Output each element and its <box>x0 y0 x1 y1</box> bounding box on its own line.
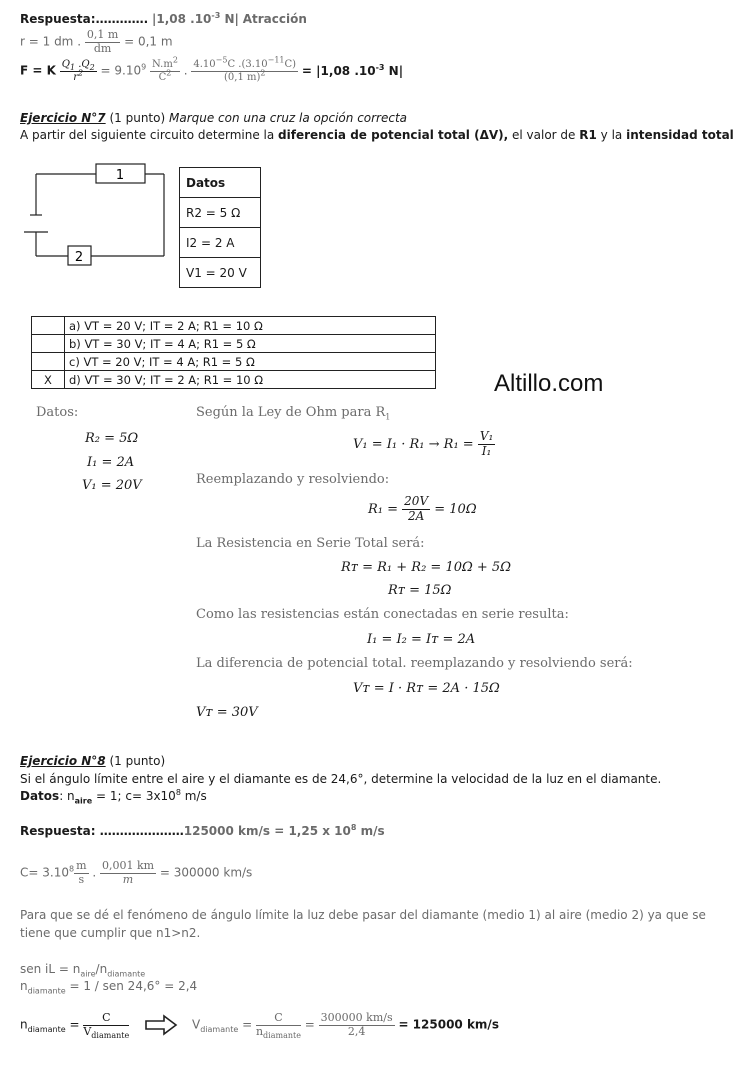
sol-serie-text: La Resistencia en Serie Total será: <box>196 536 425 551</box>
sol-datum: R₂ = 5Ω <box>85 431 139 446</box>
datos-cell: I2 = 2 A <box>180 228 261 258</box>
ex8-statement: Si el ángulo límite entre el aire y el diamante es de 24,6°, determine la velocidad de la luz en el diamante. <box>20 772 662 786</box>
ex7-heading: Ejercicio N°7 (1 punto) Marque con una cruz la opción correcta <box>20 111 408 125</box>
sol-eq-vt: Vᴛ = I · Rᴛ = 2A · 15Ω <box>353 681 500 696</box>
sol-diferencia-text: La diferencia de potencial total. reemplazando y resolviendo será: <box>196 656 633 671</box>
circuit-diagram <box>20 160 170 270</box>
option-text: b) VT = 30 V; IT = 4 A; R1 = 5 Ω <box>65 335 436 353</box>
force-result: = |1,08 $.10^{-3}$ N| <box>301 62 404 78</box>
watermark: Altillo.com <box>494 370 604 397</box>
option-text: c) VT = 20 V; IT = 4 A; R1 = 5 Ω <box>65 353 436 371</box>
ex8-para-2: tiene que cumplir que n1>n2. <box>20 926 201 940</box>
sol-reemplazando: Reemplazando y resolviendo: <box>196 472 390 487</box>
c-conversion: $C= 3.10^8$ $\frac{m}{s}$ . $\frac{0,001 km}{m}$ = 300000 km/s <box>20 859 253 886</box>
implies-arrow-icon <box>144 1014 178 1036</box>
sol-ohm-text: Según la Ley de Ohm para $R_1$ <box>196 405 391 422</box>
ex8-answer: Respuesta: …………………125000 km/s = 1,25 x $10^8$ m/s <box>20 823 385 838</box>
datos-header: Datos <box>180 168 261 198</box>
sol-eq-rt: Rᴛ = R₁ + R₂ = 10Ω + 5Ω <box>341 560 511 575</box>
sol-datos-label: Datos: <box>36 405 79 420</box>
formula-n: $n_{diamante}$ = $\frac{C}{V_{diamante}}$ <box>20 1011 130 1040</box>
final-result: = 125000 km/s <box>398 1017 499 1032</box>
option-checkbox[interactable] <box>32 353 65 371</box>
sol-eq-currents: I₁ = I₂ = Iᴛ = 2A <box>367 632 476 647</box>
option-row <box>32 353 436 371</box>
option-checkbox[interactable] <box>32 317 65 335</box>
option-text: a) VT = 20 V; IT = 2 A; R1 = 10 Ω <box>65 317 436 335</box>
sol-datum: V₁ = 20V <box>82 478 142 493</box>
ex8-datos: Datos: $n_{aire} = 1$; $c= 3x10^8$ m/s <box>20 788 207 806</box>
resistor-2-label: 2 <box>74 250 84 265</box>
answer-value: |1,08 $.10^{-3}$ N| <box>151 11 239 26</box>
datos-cell: V1 = 20 V <box>180 258 261 288</box>
answer-label: Respuesta:…………. <box>20 12 149 26</box>
option-row <box>32 317 436 335</box>
sol-eq-r1: R₁ = $\frac{20V}{2A}$ = 10Ω <box>368 494 477 523</box>
sol-conectadas-text: Como las resistencias están conectadas en serie resulta: <box>196 607 569 622</box>
answer-line <box>20 12 307 26</box>
datos-cell: R2 = 5 Ω <box>180 198 261 228</box>
formula-v: $V_{diamante}$ = $\frac{C}{n_{diamante}}$ = $\frac{300000 km/s}{2,4}$ = 125000 km/s <box>192 1011 499 1040</box>
option-checkbox[interactable] <box>32 335 65 353</box>
sol-eq-ohm: V₁ = I₁ · R₁ → R₁ = $\frac{\text{V₁}}{\text{I₁}}$ <box>353 429 494 458</box>
ex8-title: Ejercicio N°8 <box>20 754 106 768</box>
sol-eq-vt-result: Vᴛ = 30V <box>196 705 258 720</box>
ex7-title: Ejercicio N°7 <box>20 111 106 125</box>
option-row <box>32 335 436 353</box>
r-conversion: r = 1 dm . $\frac{0,1 m}{dm}$ = 0,1 m <box>20 28 173 55</box>
ex7-instruction: Marque con una cruz la opción correcta <box>168 111 408 125</box>
sol-datum: I₁ = 2A <box>87 455 135 470</box>
answer-word: Atracción <box>242 12 307 26</box>
n-diamante-line: $n_{diamante} = 1$ / sen 24,6° = 2,4 <box>20 979 198 996</box>
resistor-1-label: 1 <box>115 168 125 183</box>
datos-table <box>179 167 261 288</box>
ex8-para-1: Para que se dé el fenómeno de ángulo límite la luz debe pasar del diamante (medio 1) al aire (medio 2) ya que se <box>20 908 706 922</box>
sen-il-line: sen iL = $n_{aire}/n_{diamante}$ <box>20 962 146 979</box>
option-row <box>32 371 436 389</box>
option-text: d) VT = 30 V; IT = 2 A; R1 = 10 Ω <box>65 371 436 389</box>
sol-eq-rt-result: Rᴛ = 15Ω <box>388 583 452 598</box>
ex7-statement: A partir del siguiente circuito determine la diferencia de potencial total (ΔV), el valor de R1 y la intensidad total <box>20 128 734 142</box>
option-checkbox[interactable]: X <box>32 371 65 389</box>
ex8-heading: Ejercicio N°8 (1 punto) <box>20 754 166 768</box>
force-formula: F = K $\frac{Q_1 .Q_2}{r^2}$ = $9.10^9$ $\frac{N.m^2}{C^2}$ . $\frac{4.10^{-5}C .(3.10^{-11}C)}{(0,1 m)^2}$ = |1,08 $.10^{-3}$ N| <box>20 55 404 83</box>
options-table <box>31 316 436 389</box>
